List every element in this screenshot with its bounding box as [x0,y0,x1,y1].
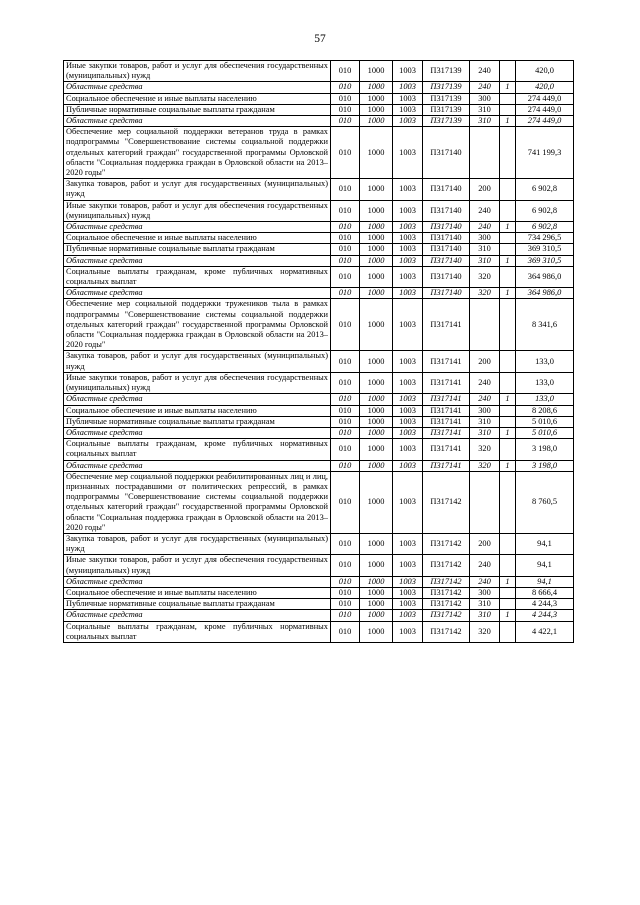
row-amount: 364 986,0 [516,266,574,287]
section-code: 1000 [360,288,393,299]
row-amount: 133,0 [516,372,574,393]
table-row [64,127,574,179]
target-article-code: П317142 [423,471,470,533]
table-row-regional-funds [64,222,574,233]
funding-source-code: 1 [500,82,516,93]
table-row [64,244,574,255]
row-name: Социальное обеспечение и иные выплаты населению [64,93,331,104]
section-code: 1000 [360,576,393,587]
funding-source-code [500,200,516,221]
table-row [64,405,574,416]
section-code: 1000 [360,416,393,427]
subsection-code: 1003 [393,372,423,393]
section-code: 1000 [360,266,393,287]
row-name: Социальное обеспечение и иные выплаты населению [64,587,331,598]
subsection-code: 1003 [393,576,423,587]
funding-source-code: 1 [500,222,516,233]
row-name: Социальное обеспечение и иные выплаты населению [64,233,331,244]
expense-type-code: 300 [470,587,500,598]
target-article-code: П317141 [423,299,470,351]
funding-source-code [500,104,516,115]
row-amount: 4 422,1 [516,621,574,642]
row-name: Обеспечение мер социальной поддержки тружеников тыла в рамках подпрограммы "Совершенствование системы социальной поддержки отдельных категорий граждан" государственной программы Орловской области "Социальная поддержка граждан в Орловской области на 2013–2020 годы" [64,299,331,351]
section-code: 1000 [360,439,393,460]
table-row [64,299,574,351]
target-article-code: П317139 [423,104,470,115]
expense-type-code: 310 [470,255,500,266]
funding-source-code [500,587,516,598]
table-row [64,587,574,598]
section-code: 1000 [360,104,393,115]
table-row [64,533,574,554]
ministry-code: 010 [331,299,360,351]
target-article-code: П317141 [423,372,470,393]
row-name: Областные средства [64,255,331,266]
target-article-code: П317140 [423,244,470,255]
ministry-code: 010 [331,222,360,233]
expense-type-code: 310 [470,116,500,127]
expense-type-code: 320 [470,439,500,460]
expense-type-code: 320 [470,266,500,287]
row-name: Закупка товаров, работ и услуг для государственных (муниципальных) нужд [64,351,331,372]
subsection-code: 1003 [393,222,423,233]
row-name: Областные средства [64,82,331,93]
subsection-code: 1003 [393,394,423,405]
row-name: Публичные нормативные социальные выплаты гражданам [64,244,331,255]
section-code: 1000 [360,555,393,576]
expense-type-code: 240 [470,61,500,82]
expense-type-code: 200 [470,179,500,200]
section-code: 1000 [360,61,393,82]
row-amount: 6 902,8 [516,179,574,200]
row-amount: 369 310,5 [516,255,574,266]
table-row [64,555,574,576]
target-article-code: П317141 [423,416,470,427]
expense-type-code: 300 [470,233,500,244]
row-name: Публичные нормативные социальные выплаты гражданам [64,416,331,427]
target-article-code: П317141 [423,439,470,460]
row-amount: 94,1 [516,555,574,576]
row-amount: 420,0 [516,61,574,82]
section-code: 1000 [360,244,393,255]
funding-source-code [500,351,516,372]
expense-type-code: 240 [470,222,500,233]
row-name: Обеспечение мер социальной поддержки ветеранов труда в рамках подпрограммы "Совершенствование системы социальной поддержки отдельных категорий граждан" государственной программы Орловской области "Социальная поддержка граждан в Орловской области на 2013–2020 годы" [64,127,331,179]
row-name: Областные средства [64,116,331,127]
table-row [64,93,574,104]
row-amount: 3 198,0 [516,439,574,460]
table-row [64,61,574,82]
funding-source-code [500,127,516,179]
target-article-code: П317142 [423,533,470,554]
subsection-code: 1003 [393,200,423,221]
row-amount: 369 310,5 [516,244,574,255]
row-amount: 8 666,4 [516,587,574,598]
funding-source-code [500,599,516,610]
subsection-code: 1003 [393,116,423,127]
row-amount: 133,0 [516,394,574,405]
row-amount: 364 986,0 [516,288,574,299]
row-name: Областные средства [64,394,331,405]
funding-source-code: 1 [500,255,516,266]
row-amount: 94,1 [516,576,574,587]
funding-source-code: 1 [500,576,516,587]
section-code: 1000 [360,427,393,438]
row-amount: 8 208,6 [516,405,574,416]
target-article-code: П317142 [423,555,470,576]
subsection-code: 1003 [393,266,423,287]
funding-source-code [500,233,516,244]
table-row-regional-funds [64,427,574,438]
ministry-code: 010 [331,200,360,221]
table-row [64,104,574,115]
funding-source-code [500,555,516,576]
funding-source-code: 1 [500,427,516,438]
subsection-code: 1003 [393,255,423,266]
row-amount: 94,1 [516,533,574,554]
target-article-code: П317142 [423,621,470,642]
expense-type-code: 320 [470,460,500,471]
section-code: 1000 [360,460,393,471]
ministry-code: 010 [331,266,360,287]
row-amount: 734 296,5 [516,233,574,244]
expense-type-code: 310 [470,416,500,427]
target-article-code: П317140 [423,288,470,299]
ministry-code: 010 [331,179,360,200]
target-article-code: П317141 [423,427,470,438]
row-name: Иные закупки товаров, работ и услуг для обеспечения государственных (муниципальных) нужд [64,555,331,576]
table-body [64,61,574,643]
table-row-regional-funds [64,255,574,266]
row-name: Социальные выплаты гражданам, кроме публичных нормативных социальных выплат [64,266,331,287]
row-name: Областные средства [64,460,331,471]
ministry-code: 010 [331,576,360,587]
row-name: Закупка товаров, работ и услуг для государственных (муниципальных) нужд [64,179,331,200]
table-row-regional-funds [64,288,574,299]
page-number: 57 [314,33,326,45]
section-code: 1000 [360,179,393,200]
row-amount: 274 449,0 [516,104,574,115]
row-amount: 8 341,6 [516,299,574,351]
table-row [64,200,574,221]
subsection-code: 1003 [393,460,423,471]
ministry-code: 010 [331,93,360,104]
row-amount: 8 760,5 [516,471,574,533]
row-name: Областные средства [64,576,331,587]
row-amount: 274 449,0 [516,116,574,127]
row-name: Закупка товаров, работ и услуг для государственных (муниципальных) нужд [64,533,331,554]
table-row-regional-funds [64,610,574,621]
row-name: Иные закупки товаров, работ и услуг для обеспечения государственных (муниципальных) нужд [64,61,331,82]
subsection-code: 1003 [393,405,423,416]
table-row-regional-funds [64,116,574,127]
target-article-code: П317142 [423,610,470,621]
subsection-code: 1003 [393,61,423,82]
row-name: Иные закупки товаров, работ и услуг для обеспечения государственных (муниципальных) нужд [64,200,331,221]
expense-type-code: 200 [470,533,500,554]
target-article-code: П317141 [423,394,470,405]
row-name: Социальное обеспечение и иные выплаты населению [64,405,331,416]
row-amount: 133,0 [516,351,574,372]
table-row [64,233,574,244]
row-amount: 4 244,3 [516,610,574,621]
funding-source-code [500,244,516,255]
ministry-code: 010 [331,460,360,471]
row-amount: 6 902,8 [516,222,574,233]
expense-type-code [470,127,500,179]
funding-source-code [500,405,516,416]
funding-source-code: 1 [500,116,516,127]
funding-source-code [500,61,516,82]
funding-source-code [500,416,516,427]
funding-source-code [500,299,516,351]
row-name: Социальные выплаты гражданам, кроме публичных нормативных социальных выплат [64,439,331,460]
row-name: Областные средства [64,222,331,233]
ministry-code: 010 [331,61,360,82]
subsection-code: 1003 [393,104,423,115]
expense-type-code: 300 [470,405,500,416]
subsection-code: 1003 [393,179,423,200]
section-code: 1000 [360,200,393,221]
target-article-code: П317139 [423,61,470,82]
table-row [64,351,574,372]
ministry-code: 010 [331,288,360,299]
ministry-code: 010 [331,244,360,255]
ministry-code: 010 [331,405,360,416]
row-name: Обеспечение мер социальной поддержки реабилитированных лиц и лиц, признанных пострадавшими от политических репрессий, в рамках подпрограммы "Совершенствование системы социальной поддержки отдельных категорий граждан" государственной программы Орловской области "Социальная поддержка граждан в Орловской области на 2013–2020 годы" [64,471,331,533]
table-row [64,621,574,642]
row-name: Областные средства [64,427,331,438]
expense-type-code [470,471,500,533]
table-row-regional-funds [64,576,574,587]
expense-type-code: 240 [470,200,500,221]
funding-source-code [500,471,516,533]
ministry-code: 010 [331,127,360,179]
row-name: Областные средства [64,610,331,621]
subsection-code: 1003 [393,233,423,244]
ministry-code: 010 [331,621,360,642]
ministry-code: 010 [331,555,360,576]
table-row [64,416,574,427]
ministry-code: 010 [331,372,360,393]
subsection-code: 1003 [393,621,423,642]
row-amount: 4 244,3 [516,599,574,610]
subsection-code: 1003 [393,599,423,610]
funding-source-code: 1 [500,610,516,621]
subsection-code: 1003 [393,82,423,93]
expense-type-code: 240 [470,576,500,587]
target-article-code: П317139 [423,116,470,127]
table-row-regional-funds [64,394,574,405]
ministry-code: 010 [331,394,360,405]
section-code: 1000 [360,351,393,372]
subsection-code: 1003 [393,533,423,554]
section-code: 1000 [360,471,393,533]
funding-source-code [500,372,516,393]
subsection-code: 1003 [393,416,423,427]
target-article-code: П317140 [423,255,470,266]
section-code: 1000 [360,82,393,93]
row-name: Областные средства [64,288,331,299]
row-amount: 5 010,6 [516,427,574,438]
section-code: 1000 [360,372,393,393]
section-code: 1000 [360,587,393,598]
ministry-code: 010 [331,116,360,127]
funding-source-code: 1 [500,288,516,299]
target-article-code: П317139 [423,82,470,93]
funding-source-code [500,439,516,460]
funding-source-code: 1 [500,394,516,405]
table-row [64,266,574,287]
expense-type-code: 240 [470,394,500,405]
section-code: 1000 [360,610,393,621]
table-row [64,471,574,533]
ministry-code: 010 [331,471,360,533]
ministry-code: 010 [331,610,360,621]
expense-type-code: 240 [470,82,500,93]
expense-type-code: 310 [470,427,500,438]
section-code: 1000 [360,233,393,244]
table-row [64,372,574,393]
ministry-code: 010 [331,599,360,610]
target-article-code: П317140 [423,233,470,244]
section-code: 1000 [360,222,393,233]
subsection-code: 1003 [393,299,423,351]
target-article-code: П317140 [423,127,470,179]
target-article-code: П317140 [423,266,470,287]
funding-source-code [500,266,516,287]
table-row-regional-funds [64,460,574,471]
expense-type-code: 310 [470,610,500,621]
row-name: Иные закупки товаров, работ и услуг для обеспечения государственных (муниципальных) нужд [64,372,331,393]
ministry-code: 010 [331,416,360,427]
target-article-code: П317141 [423,351,470,372]
target-article-code: П317142 [423,587,470,598]
row-amount: 420,0 [516,82,574,93]
row-amount: 274 449,0 [516,93,574,104]
target-article-code: П317141 [423,405,470,416]
subsection-code: 1003 [393,555,423,576]
ministry-code: 010 [331,587,360,598]
subsection-code: 1003 [393,288,423,299]
subsection-code: 1003 [393,587,423,598]
ministry-code: 010 [331,255,360,266]
expense-type-code: 240 [470,555,500,576]
expense-type-code: 310 [470,599,500,610]
target-article-code: П317139 [423,93,470,104]
target-article-code: П317140 [423,179,470,200]
row-amount: 741 199,3 [516,127,574,179]
target-article-code: П317140 [423,200,470,221]
target-article-code: П317142 [423,576,470,587]
section-code: 1000 [360,255,393,266]
section-code: 1000 [360,405,393,416]
row-name: Социальные выплаты гражданам, кроме публичных нормативных социальных выплат [64,621,331,642]
ministry-code: 010 [331,427,360,438]
expense-type-code: 310 [470,104,500,115]
funding-source-code: 1 [500,460,516,471]
section-code: 1000 [360,621,393,642]
section-code: 1000 [360,394,393,405]
ministry-code: 010 [331,351,360,372]
target-article-code: П317140 [423,222,470,233]
row-name: Публичные нормативные социальные выплаты гражданам [64,104,331,115]
expense-type-code: 300 [470,93,500,104]
row-amount: 3 198,0 [516,460,574,471]
subsection-code: 1003 [393,610,423,621]
expense-type-code: 240 [470,372,500,393]
row-name: Публичные нормативные социальные выплаты гражданам [64,599,331,610]
ministry-code: 010 [331,82,360,93]
subsection-code: 1003 [393,351,423,372]
expense-type-code: 200 [470,351,500,372]
expense-type-code: 320 [470,288,500,299]
table-row [64,179,574,200]
section-code: 1000 [360,93,393,104]
ministry-code: 010 [331,533,360,554]
expense-type-code [470,299,500,351]
section-code: 1000 [360,127,393,179]
ministry-code: 010 [331,104,360,115]
subsection-code: 1003 [393,127,423,179]
section-code: 1000 [360,299,393,351]
target-article-code: П317141 [423,460,470,471]
subsection-code: 1003 [393,93,423,104]
table-row [64,439,574,460]
expense-type-code: 320 [470,621,500,642]
expense-type-code: 310 [470,244,500,255]
ministry-code: 010 [331,233,360,244]
subsection-code: 1003 [393,471,423,533]
funding-source-code [500,533,516,554]
section-code: 1000 [360,599,393,610]
funding-source-code [500,179,516,200]
subsection-code: 1003 [393,439,423,460]
subsection-code: 1003 [393,427,423,438]
subsection-code: 1003 [393,244,423,255]
row-amount: 5 010,6 [516,416,574,427]
funding-source-code [500,621,516,642]
budget-table [63,60,574,643]
table-row-regional-funds [64,82,574,93]
table-row [64,599,574,610]
target-article-code: П317142 [423,599,470,610]
section-code: 1000 [360,116,393,127]
row-amount: 6 902,8 [516,200,574,221]
funding-source-code [500,93,516,104]
section-code: 1000 [360,533,393,554]
ministry-code: 010 [331,439,360,460]
